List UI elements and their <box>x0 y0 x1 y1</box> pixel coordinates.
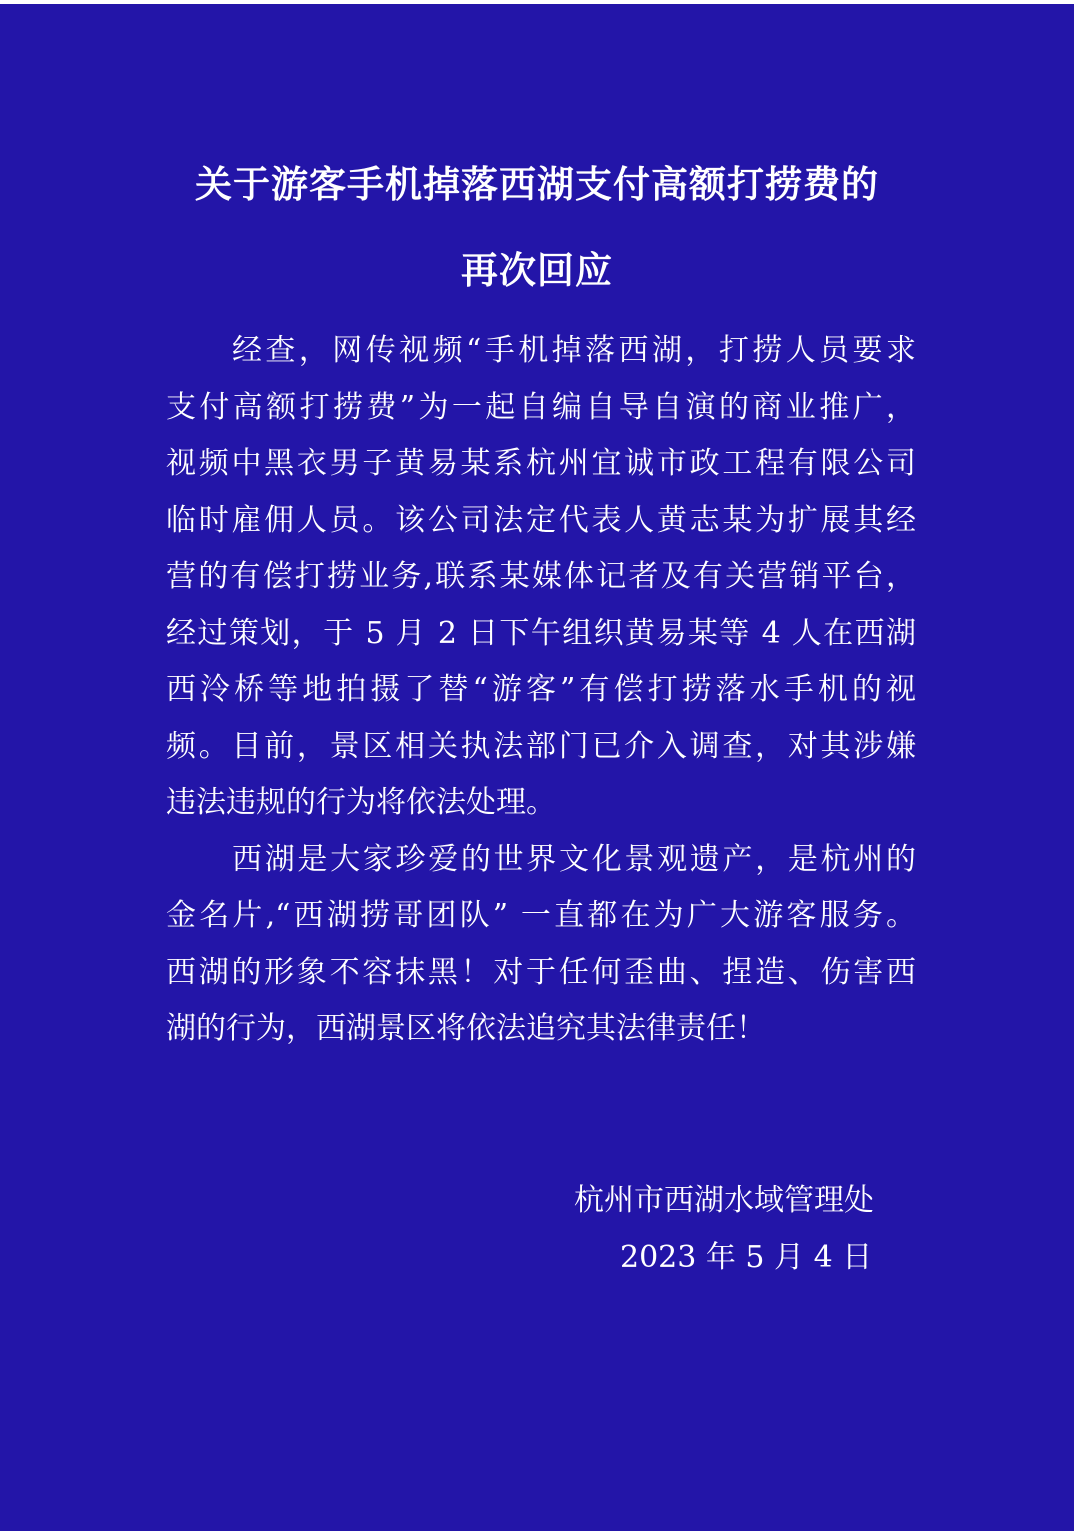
title-line-2: 再次回应 <box>461 248 613 292</box>
paragraph-1-line: 西泠桥等地拍摄了替“游客”有偿打捞落水手机的视 <box>166 672 916 707</box>
title-line-1: 关于游客手机掉落西湖支付高额打捞费的 <box>195 162 879 206</box>
signature-organization: 杭州市西湖水域管理处 <box>574 1183 874 1218</box>
paragraph-1-line: 违法违规的行为将依法处理。 <box>166 785 556 820</box>
paragraph-1-line: 支付高额打捞费”为一起自编自导自演的商业推广， <box>166 390 916 425</box>
announcement-sheet <box>0 4 1074 1531</box>
paragraph-2-line: 金名片,“西湖捞哥团队” 一直都在为广大游客服务。 <box>166 898 916 933</box>
paragraph-2-line: 湖的行为，西湖景区将依法追究其法律责任！ <box>166 1011 766 1046</box>
paragraph-1-line: 经过策划，于 5 月 2 日下午组织黄易某等 4 人在西湖 <box>166 616 916 651</box>
paragraph-1-line: 频。目前，景区相关执法部门已介入调查，对其涉嫌 <box>166 729 916 764</box>
paragraph-2-line: 西湖是大家珍爱的世界文化景观遗产，是杭州的 <box>232 842 916 877</box>
paragraph-1-line: 视频中黑衣男子黄易某系杭州宜诚市政工程有限公司 <box>166 446 916 481</box>
paragraph-1-line: 营的有偿打捞业务,联系某媒体记者及有关营销平台， <box>166 559 916 594</box>
paragraph-1-line: 临时雇佣人员。该公司法定代表人黄志某为扩展其经 <box>166 503 916 538</box>
paragraph-1-line: 经查，网传视频“手机掉落西湖，打捞人员要求 <box>232 333 916 368</box>
paragraph-2-line: 西湖的形象不容抹黑！对于任何歪曲、捏造、伤害西 <box>166 955 916 990</box>
signature-date: 2023 年 5 月 4 日 <box>620 1240 873 1275</box>
